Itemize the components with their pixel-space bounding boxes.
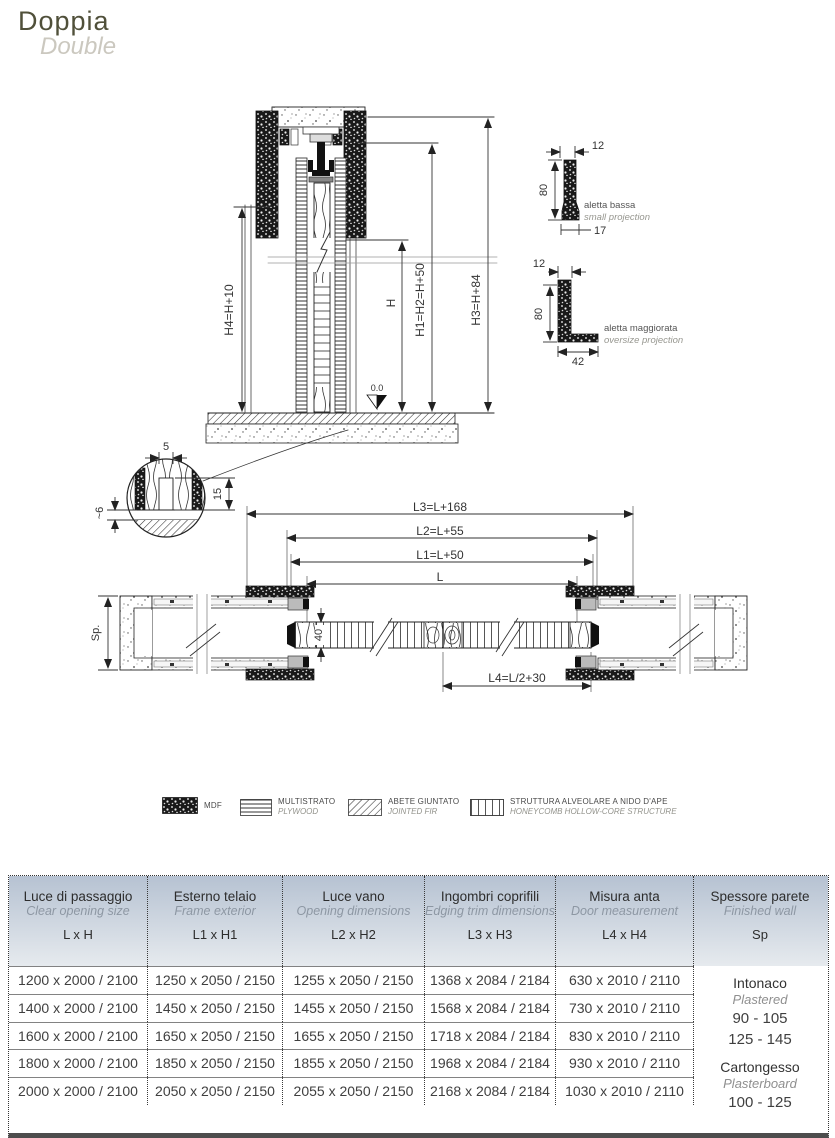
- dim-label-h3: H3=H+84: [469, 274, 483, 326]
- oversize-profile-name-it: aletta maggiorata: [604, 323, 678, 334]
- table-cell: 1455 x 2050 / 2150: [283, 994, 425, 1022]
- dim-label-l2: L2=L+55: [416, 524, 464, 538]
- header-it: Luce di passaggio: [23, 889, 133, 904]
- level-label: 0.0: [370, 383, 384, 393]
- small-dim-side: 80: [538, 183, 550, 197]
- table-body: [9, 966, 828, 1133]
- page-title-block: [18, 6, 116, 61]
- profile-small-projection: [538, 140, 650, 237]
- table-cell: 1568 x 2084 / 2184: [425, 994, 556, 1022]
- table-cell: 1800 x 2000 / 2100: [9, 1049, 148, 1077]
- col-header-edging-trim: [425, 876, 556, 966]
- header-en: Clear opening size: [26, 904, 130, 918]
- legend-sublabel: JOINTED FIR: [388, 807, 438, 816]
- header-en: Finished wall: [723, 904, 797, 918]
- table-cell: 1030 x 2010 / 2110: [556, 1077, 694, 1105]
- small-profile-name-en: small projection: [584, 212, 650, 223]
- dim-label-h4: H4=H+10: [222, 284, 236, 336]
- honeycomb-swatch-icon: [470, 799, 504, 816]
- table-cell: 730 x 2010 / 2110: [556, 994, 694, 1022]
- header-en: Edging trim dimensions: [425, 904, 555, 918]
- table-cell: 1850 x 2050 / 2150: [148, 1049, 283, 1077]
- table-cell: 1650 x 2050 / 2150: [148, 1022, 283, 1050]
- left-pocket-walls: [152, 596, 293, 670]
- dim-label-l: L: [436, 570, 444, 584]
- floor: [206, 413, 494, 443]
- plywood-swatch-icon: [240, 799, 272, 816]
- table-cell: 1718 x 2084 / 2184: [425, 1022, 556, 1050]
- header-it: Spessore parete: [710, 889, 810, 904]
- table-cell: 1368 x 2084 / 2184: [425, 966, 556, 994]
- detail-circle: [94, 441, 235, 538]
- small-dim-bottom: 17: [594, 225, 607, 237]
- wall-thickness-cell: [694, 966, 826, 1133]
- col-header-frame-exterior: [148, 876, 283, 966]
- legend-label: MDF: [204, 800, 222, 810]
- technical-drawing: [0, 85, 835, 790]
- table-cell: 2050 x 2050 / 2150: [148, 1077, 283, 1105]
- header-code: L2 x H2: [331, 927, 376, 942]
- dimensions-table: [8, 875, 829, 1138]
- detail-dim-width: 5: [162, 441, 170, 453]
- header-code: L3 x H3: [467, 927, 513, 942]
- level-marker: [367, 383, 387, 409]
- table-cell: 1655 x 2050 / 2150: [283, 1022, 425, 1050]
- table-cell: 930 x 2010 / 2110: [556, 1049, 694, 1077]
- col-header-opening-dimensions: [283, 876, 425, 966]
- detail-dim-depth: 15: [212, 487, 224, 501]
- dim-label-l1: L1=L+50: [416, 548, 464, 562]
- oversize-dim-bottom: 42: [571, 356, 585, 368]
- table-cell: 1250 x 2050 / 2150: [148, 966, 283, 994]
- legend-label: ABETE GIUNTATO: [388, 797, 460, 806]
- col-header-door-measurement: [556, 876, 694, 966]
- header-en: Opening dimensions: [296, 904, 411, 918]
- dim-label-h1: H1=H2=H+50: [413, 263, 427, 337]
- wall-board-label: Cartongesso: [720, 1059, 800, 1075]
- dim-label-sp: Sp.: [90, 624, 102, 642]
- dim-label-h: H: [384, 298, 398, 308]
- page-subtitle: Double: [40, 33, 117, 60]
- table-cell: 1450 x 2050 / 2150: [148, 994, 283, 1022]
- header-en: Frame exterior: [174, 904, 256, 918]
- dim-label-thickness: 40: [313, 628, 325, 642]
- wall-value: 90 - 105: [732, 1010, 788, 1027]
- header-code: L x H: [63, 927, 93, 942]
- table-header-row: [9, 876, 828, 966]
- table-cell: 2168 x 2084 / 2184: [425, 1077, 556, 1105]
- wall-plaster-label: Intonaco: [733, 975, 787, 991]
- wall-value: 100 - 125: [728, 1094, 792, 1111]
- col-header-finished-wall: [694, 876, 826, 966]
- track-carriage: [280, 127, 342, 182]
- wall-plaster-sublabel: Plastered: [732, 992, 788, 1007]
- detail-dim-gap: ~6: [94, 506, 106, 520]
- header-it: Luce vano: [322, 889, 385, 904]
- legend-item-honeycomb: [470, 797, 677, 817]
- legend-item-plywood: [240, 797, 335, 817]
- right-pocket-walls: [598, 596, 715, 670]
- table-cell: 630 x 2010 / 2110: [556, 966, 694, 994]
- materials-legend: [0, 795, 835, 829]
- legend-sublabel: HONEYCOMB HOLLOW-CORE STRUCTURE: [510, 807, 677, 816]
- table-cell: 1855 x 2050 / 2150: [283, 1049, 425, 1077]
- legend-item-fir: [348, 797, 459, 817]
- oversize-dim-side: 80: [533, 307, 545, 321]
- door-leaves: [287, 618, 599, 656]
- table-cell: 1200 x 2000 / 2100: [9, 966, 148, 994]
- header-en: Door measurement: [571, 904, 678, 918]
- small-dim-top: 12: [591, 140, 605, 152]
- col-header-clear-opening: [9, 876, 148, 966]
- header-it: Misura anta: [589, 889, 660, 904]
- oversize-dim-top: 12: [532, 258, 546, 270]
- profile-oversize-projection: [533, 258, 683, 368]
- header-it: Esterno telaio: [173, 889, 257, 904]
- header-code: Sp: [752, 927, 768, 942]
- table-cell: 1400 x 2000 / 2100: [9, 994, 148, 1022]
- page-title: Doppia: [18, 6, 110, 36]
- dim-label-l4: L4=L/2+30: [488, 671, 546, 685]
- table-cell: 1600 x 2000 / 2100: [9, 1022, 148, 1050]
- wall-value: 125 - 145: [728, 1031, 792, 1048]
- table-cell: 1255 x 2050 / 2150: [283, 966, 425, 994]
- table-cell: 830 x 2010 / 2110: [556, 1022, 694, 1050]
- vertical-section: [203, 107, 497, 481]
- door-panel-section: [308, 160, 334, 412]
- jointed-fir-swatch-icon: [348, 799, 382, 816]
- wall-board-sublabel: Plasterboard: [723, 1076, 797, 1091]
- legend-sublabel: PLYWOOD: [278, 807, 319, 816]
- header-code: L1 x H1: [192, 927, 238, 942]
- oversize-profile-name-en: oversize projection: [604, 335, 684, 346]
- table-cell: 2055 x 2050 / 2150: [283, 1077, 425, 1105]
- legend-item-mdf: [162, 797, 222, 814]
- legend-label: MULTISTRATO: [278, 797, 336, 806]
- table-cell: 2000 x 2000 / 2100: [9, 1077, 148, 1105]
- small-profile-name-it: aletta bassa: [584, 200, 636, 211]
- table-cell: 1968 x 2084 / 2184: [425, 1049, 556, 1077]
- legend-label: STRUTTURA ALVEOLARE A NIDO D'APE: [510, 797, 668, 806]
- header-it: Ingombri coprifili: [440, 889, 540, 904]
- mdf-swatch-icon: [162, 797, 198, 814]
- dim-label-l3: L3=L+168: [412, 500, 468, 514]
- header-code: L4 x H4: [602, 927, 647, 942]
